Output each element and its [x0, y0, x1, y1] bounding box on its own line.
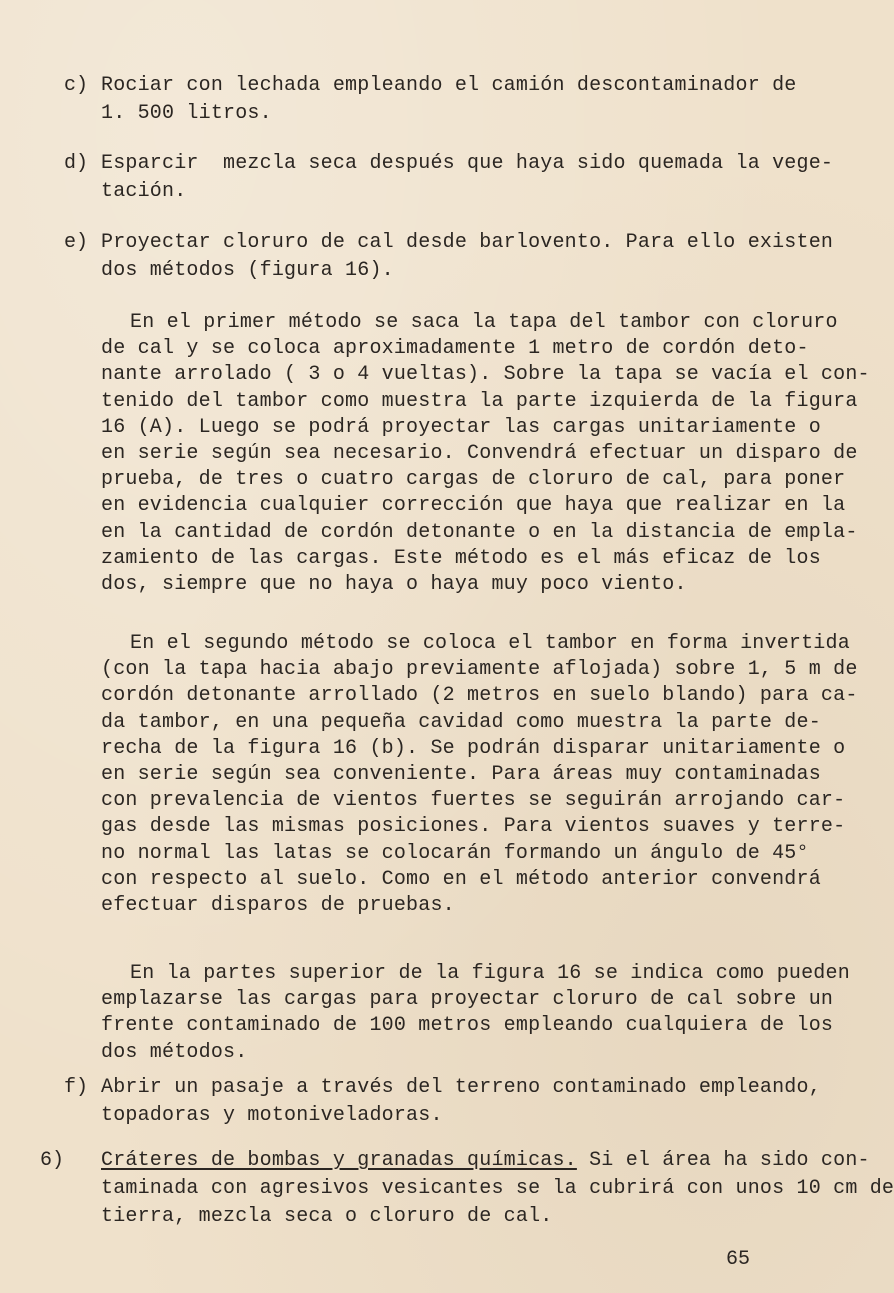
item-6-label: 6) [40, 1149, 65, 1172]
item-e-line-1: Proyectar cloruro de cal desde barlovento. Para ello existen [101, 231, 834, 254]
paragraph-2-line: cordón detonante arrollado (2 metros en suelo blando) para ca- [101, 684, 858, 708]
item-6-line-2: taminada con agresivos vesicantes se la cubrirá con unos 10 cm de [101, 1177, 894, 1200]
paragraph-2-line: en serie según sea conveniente. Para áreas muy contaminadas [101, 763, 821, 786]
item-c-label: c) [64, 74, 89, 97]
paragraph-1-line: dos, siempre que no haya o haya muy poco viento. [101, 573, 687, 596]
paragraph-2-line: gas desde las mismas posiciones. Para vientos suaves y terre- [101, 815, 846, 839]
paragraph-3-line: En la partes superior de la figura 16 se indica como pueden [130, 962, 850, 985]
item-f-label: f) [64, 1076, 89, 1099]
paragraph-1-line: 16 (A). Luego se podrá proyectar las cargas unitariamente o [101, 415, 821, 439]
paragraph-1-line: en serie según sea necesario. Convendrá efectuar un disparo de [101, 442, 858, 465]
paragraph-2-line: (con la tapa hacia abajo previamente aflojada) sobre 1, 5 m de [101, 658, 858, 682]
paragraph-2-line: recha de la figura 16 (b). Se podrán disparar unitariamente o [101, 736, 846, 760]
paragraph-1-line: En el primer método se saca la tapa del tambor con cloruro [130, 311, 838, 334]
item-d-line-2: tación. [101, 180, 187, 203]
item-e-label: e) [64, 231, 89, 254]
paragraph-2-line: con prevalencia de vientos fuertes se seguirán arrojando car- [101, 789, 846, 813]
paragraph-1-line: prueba, de tres o cuatro cargas de cloruro de cal, para poner [101, 468, 846, 492]
paragraph-1-line: en evidencia cualquier corrección que haya que realizar en la [101, 494, 846, 518]
paragraph-2-line: con respecto al suelo. Como en el método anterior convendrá [101, 867, 821, 891]
item-6-line-3: tierra, mezcla seca o cloruro de cal. [101, 1205, 553, 1228]
paragraph-1-line: de cal y se coloca aproximadamente 1 metro de cordón deto- [101, 337, 809, 361]
item-f-line-1: Abrir un pasaje a través del terreno contaminado empleando, [101, 1076, 821, 1099]
item-e-line-2: dos métodos (figura 16). [101, 259, 394, 282]
page-number: 65 [726, 1248, 751, 1271]
item-d-label: d) [64, 152, 89, 175]
paragraph-1-line: tenido del tambor como muestra la parte izquierda de la figura [101, 389, 858, 413]
item-6-first-line [101, 1147, 870, 1175]
item-f-line-2: topadoras y motoniveladoras. [101, 1104, 443, 1127]
item-6-first-line-rest: Si el área ha sido con- [576, 1149, 870, 1172]
paragraph-2-line: no normal las latas se colocarán formando un ángulo de 45° [101, 841, 809, 865]
item-6-heading: Cráteres de bombas y granadas químicas. [101, 1149, 577, 1172]
paragraph-2-line: En el segundo método se coloca el tambor en forma invertida [130, 632, 850, 655]
item-d-line-1: Esparcir mezcla seca después que haya sido quemada la vege- [101, 152, 834, 175]
paragraph-2-line: da tambor, en una pequeña cavidad como muestra la parte de- [101, 710, 821, 734]
paragraph-3-line: frente contaminado de 100 metros empleando cualquiera de los [101, 1014, 834, 1038]
item-c-line-2: 1. 500 litros. [101, 102, 272, 125]
paragraph-3-line: emplazarse las cargas para proyectar cloruro de cal sobre un [101, 988, 834, 1012]
paragraph-1-line: nante arrolado ( 3 o 4 vueltas). Sobre la tapa se vacía el con- [101, 363, 870, 387]
paragraph-2-line: efectuar disparos de pruebas. [101, 894, 455, 917]
paragraph-3-line: dos métodos. [101, 1040, 248, 1064]
paragraph-1-line: en la cantidad de cordón detonante o en la distancia de empla- [101, 520, 858, 544]
item-c-line-1: Rociar con lechada empleando el camión descontaminador de [101, 74, 797, 97]
paragraph-1-line: zamiento de las cargas. Este método es el más eficaz de los [101, 546, 821, 570]
